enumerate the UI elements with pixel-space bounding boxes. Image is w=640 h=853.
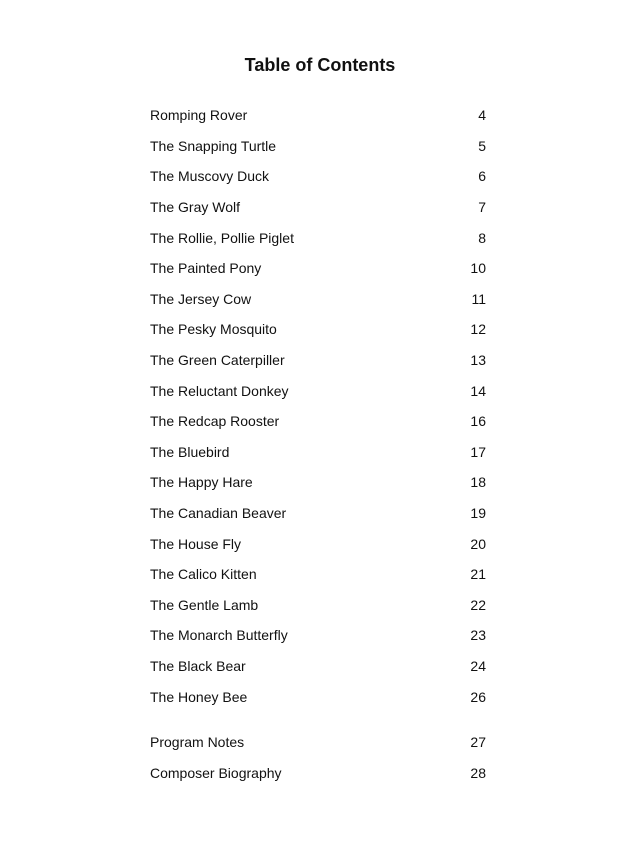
toc-entry-page: 6	[478, 168, 486, 185]
toc-entry-title: The Calico Kitten	[150, 566, 257, 583]
page-title: Table of Contents	[244, 55, 396, 75]
toc-entry[interactable]	[150, 345, 486, 376]
toc-entry-page: 18	[470, 474, 486, 491]
toc-entry-title: The Black Bear	[150, 657, 246, 674]
toc-entry[interactable]	[150, 620, 486, 651]
toc-entry[interactable]	[150, 590, 486, 621]
toc-entry-page: 10	[470, 260, 486, 277]
toc-entry-title: The Gray Wolf	[150, 199, 240, 216]
toc-entry-title: The Green Caterpiller	[150, 352, 285, 369]
toc-entry-page: 7	[478, 199, 486, 216]
toc-entry-page: 12	[470, 321, 486, 338]
toc-entry[interactable]	[150, 222, 486, 253]
toc-entry[interactable]	[150, 192, 486, 223]
toc-entry[interactable]	[150, 467, 486, 498]
toc-entry-page: 8	[478, 229, 486, 246]
toc-entry-program-notes[interactable]	[150, 727, 486, 758]
toc-entry-page: 4	[478, 107, 486, 124]
toc-entry[interactable]	[150, 528, 486, 559]
toc-list	[150, 100, 486, 712]
toc-entry[interactable]	[150, 437, 486, 468]
toc-appendix-list	[150, 727, 486, 788]
toc-entry-title: Program Notes	[150, 734, 245, 751]
toc-entry-title: The Canadian Beaver	[150, 505, 287, 522]
toc-entry-title: The Muscovy Duck	[150, 168, 270, 185]
toc-entry-title: The Redcap Rooster	[150, 413, 280, 430]
toc-entry-page: 5	[478, 137, 486, 154]
toc-entry-page: 11	[471, 290, 486, 307]
toc-entry[interactable]	[150, 284, 486, 315]
toc-entry-page: 13	[470, 352, 486, 369]
toc-entry-title: The Pesky Mosquito	[150, 321, 277, 338]
toc-entry-page: 24	[470, 657, 486, 674]
toc-entry-title: The Rollie, Pollie Piglet	[150, 229, 294, 246]
toc-entry-title: The House Fly	[150, 535, 242, 552]
toc-entry-page: 20	[470, 535, 486, 552]
toc-entry-title: The Gentle Lamb	[150, 596, 259, 613]
toc-entry[interactable]	[150, 100, 486, 131]
toc-entry-title: The Monarch Butterfly	[150, 627, 288, 644]
toc-entry-page: 19	[470, 505, 486, 522]
toc-entry[interactable]	[150, 253, 486, 284]
toc-entry-page: 22	[470, 596, 486, 613]
toc-entry-title: The Snapping Turtle	[150, 137, 277, 154]
toc-entry-title: The Painted Pony	[150, 260, 262, 277]
toc-entry[interactable]	[150, 498, 486, 529]
toc-entry[interactable]	[150, 651, 486, 682]
toc-entry-page: 23	[470, 627, 486, 644]
toc-entry-title: Composer Biography	[150, 764, 282, 781]
toc-entry[interactable]	[150, 161, 486, 192]
toc-entry[interactable]	[150, 131, 486, 162]
toc-entry-page: 21	[470, 566, 486, 583]
toc-entry[interactable]	[150, 375, 486, 406]
toc-entry-page: 27	[470, 734, 486, 751]
toc-entry-title: The Happy Hare	[150, 474, 253, 491]
toc-entry-title: The Bluebird	[150, 443, 230, 460]
toc-entry[interactable]	[150, 314, 486, 345]
toc-entry-page: 28	[470, 764, 486, 781]
toc-entry-title: Romping Rover	[150, 107, 248, 124]
toc-entry[interactable]	[150, 559, 486, 590]
toc-entry-page: 26	[470, 688, 486, 705]
toc-entry[interactable]	[150, 681, 486, 712]
toc-entry-page: 16	[470, 413, 486, 430]
toc-entry-page: 14	[470, 382, 486, 399]
toc-entry-composer-biography[interactable]	[150, 758, 486, 789]
toc-entry-title: The Honey Bee	[150, 688, 248, 705]
toc-entry-title: The Jersey Cow	[150, 290, 252, 307]
toc-entry-title: The Reluctant Donkey	[150, 382, 289, 399]
toc-entry[interactable]	[150, 406, 486, 437]
toc-entry-page: 17	[470, 443, 486, 460]
